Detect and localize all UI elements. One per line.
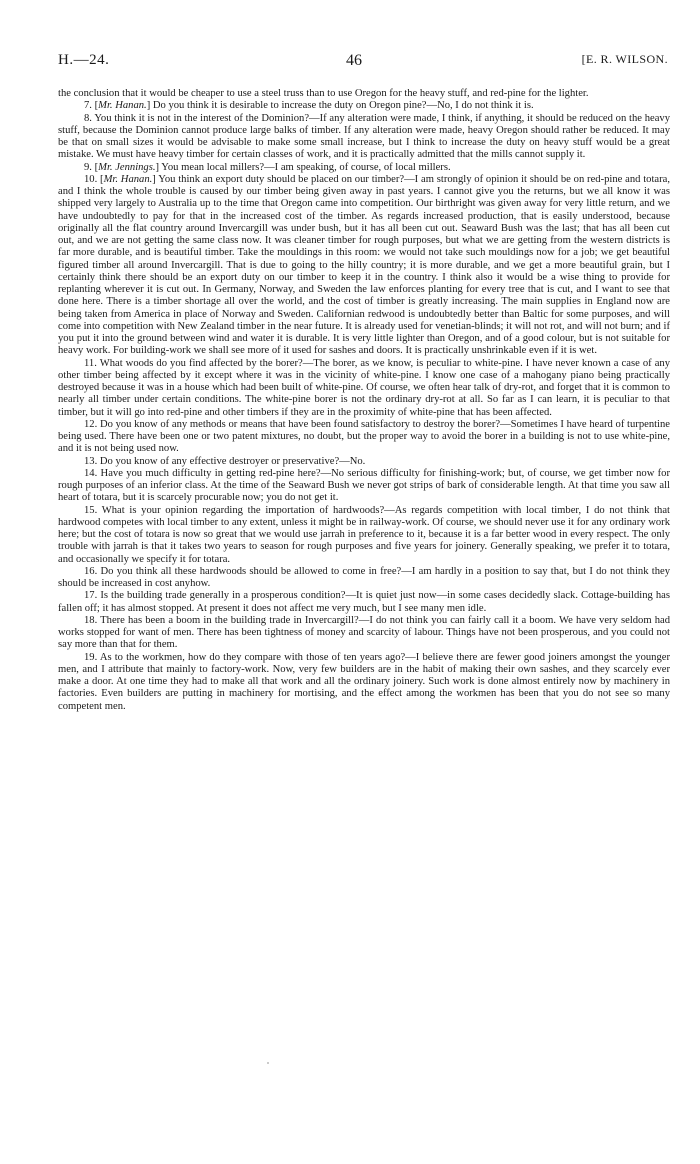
- paragraph-text: You think it is not in the interest of the Dominion?—If any alteration were made, I think, if anything, it should be reduced on the heavy stuff, because the Dominion cannot produce large balks of timber. If any alteration were made, heavy Oregon should rather be reduced. It may be that on small sizes it would be advisable to make some small increase, but I think to increase the duty on heavy stuff would be a great mistake. We must have heavy timber for certain classes of work, and it is practically admitted that the mills cannot supply it.: [58, 112, 671, 161]
- paragraph: [58, 88, 670, 100]
- speaker-bracket: [: [94, 161, 99, 173]
- paragraph-text: ] You think an export duty should be placed on our timber?—I am strongly of opinion it should be on red-pine and totara, and I think the whole trouble is caused by our timber being given away in past years. I cannot give you the returns, but we all know it was shipped very largely to Australia up to the time that Oregon came into competition. Our birthright was given away for very little return, and we have undoubtedly to pay for that in the increased cost of the timber. As regards increased production, that is easily understood, because originally all the flat country around Invercargill was under bush, but it has all been cut out. Seaward Bush was the last; that has all been cut out, and we are not getting the same class now. It was cleaner timber for rough purposes, but what we are getting from the western districts is far more durable, and is beautiful timber. Take the mouldings in this room: we would not take such mouldings now for a job; we get beautiful figured timber all around Invercargill. That is due to going to the hilly country; it is more durable, and we get a more beautiful grain, but I certainly think there should be an export duty on our timber to keep it in the country. I think also it would be a wise thing to provide for replanting wherever it is cut out. In Germany, Norway, and Sweden the law enforces planting for every tree that is cut, and I want to see that done here. There is a timber shortage all over the world, and the cost of timber is greatly increasing. The main supplies in England now are being taken from America in place of Norway and Sweden. Californian redwood is undoubtedly better than Baltic for some purposes, and will come into competition with New Zealand timber in the near future. It is already used for venetian-blinds; it will not rot, and will not burn; and if you put it into the ground between wind and water it is durable. It is very little lighter than Oregon, and of a good colour, but is not suitable for heavy work. For building-work we shall see more of it used for sashes and doors. It is practically unshrinkable even if it is wet.: [58, 173, 670, 357]
- paragraph-text: What woods do you find affected by the borer?—The borer, as we know, is peculiar to white-pine. I have never known a case of any other timber being affected by it except where it was in the vicinity of white-pine. I know one case of a mahogany piano being practically destroyed because it was in a house which had been built of white-pine. Of course, we often hear talk of dry-rot, and forget that it is common to nearly all timber under certain conditions. The white-pine borer is not the ordinary dry-rot at all. So far as I can learn, it is peculiar to that timber, but it will go into red-pine and other timbers if they are in the proximity of white-pine that has been affected.: [58, 357, 670, 418]
- speaker-name: Mr. Hanan.: [103, 173, 153, 185]
- paragraph: [58, 419, 670, 456]
- speaker-bracket: [: [94, 100, 99, 112]
- paragraph-text: Have you much difficulty in getting red-pine here?—No serious difficulty for finishing-work; but, of course, we get timber now for rough purposes of an inferior class. At the time of the Seaward Bush we never got strips of bark of considerable length. At that time you saw all heart of totara, but it is scarcely procurable now; you do not get it.: [58, 467, 670, 504]
- paragraph: [58, 113, 670, 162]
- paragraph: [58, 162, 670, 174]
- question-number: 9.: [84, 161, 95, 173]
- speaker-name: Mr. Jennings.: [98, 161, 156, 173]
- question-number: 14.: [84, 467, 101, 479]
- paragraph-text: There has been a boom in the building trade in Invercargill?—I do not think you can fairly call it a boom. We have very seldom had works stopped for want of men. There has been tightness of money and scarcity of labour. Things have not been prosperous, and you could not say more than that for them.: [58, 614, 671, 651]
- paragraph-text: ] You mean local millers?—I am speaking, of course, of local millers.: [155, 161, 451, 173]
- paragraph: [58, 358, 670, 419]
- paragraph-text: Do you know of any effective destroyer or preservative?—No.: [99, 455, 366, 467]
- question-number: 11.: [84, 357, 100, 369]
- document-body: [58, 88, 670, 713]
- paragraph: [58, 566, 670, 591]
- question-number: 16.: [84, 565, 101, 577]
- paragraph-text: Is the building trade generally in a prosperous condition?—It is quiet just now—in some cases decidedly slack. Cottage-building has fallen off; it has almost stopped. At present it does not affect me very much, but I see many men idle.: [58, 590, 671, 614]
- question-number: 15.: [84, 504, 102, 516]
- paragraph: [58, 468, 670, 505]
- speaker-bracket: [: [100, 173, 104, 185]
- question-number: 13.: [84, 455, 100, 467]
- page-header: [58, 52, 668, 72]
- paragraph-text: the conclusion that it would be cheaper to use a steel truss than to use Oregon for the heavy stuff, and red-pine for the lighter.: [58, 88, 589, 99]
- question-number: 19.: [84, 651, 100, 663]
- paragraph: [58, 505, 670, 566]
- paragraph: [58, 456, 670, 468]
- witness-name: [E. R. WILSON.: [581, 52, 668, 66]
- paragraph-text: What is your opinion regarding the importation of hardwoods?—As regards competition with local timber, I do not think that hardwood competes with local timber to any extent, unless it might be in railway-work. Of course, we should never use it for any ordinary work here; but the cost of totara is now so great that we would use jarrah in preference to it, because it is a far better wood in every respect. The only trouble with jarrah is that it takes two years to season for rough purposes and five years for joinery. Generally speaking, we prefer it to totara, and occasionally we specify it for totara.: [58, 504, 671, 565]
- question-number: 7.: [84, 100, 95, 112]
- speaker-name: Mr. Hanan.: [98, 100, 147, 112]
- paragraph: [58, 174, 670, 358]
- page-mark: [267, 1062, 269, 1064]
- question-number: 18.: [84, 614, 101, 626]
- question-number: 17.: [84, 590, 101, 602]
- page-number: 46: [346, 52, 362, 69]
- question-number: 12.: [84, 418, 100, 430]
- document-reference: H.—24.: [58, 52, 110, 68]
- paragraph: [58, 100, 670, 112]
- paragraph: [58, 615, 670, 652]
- paragraph-text: ] Do you think it is desirable to increase the duty on Oregon pine?—No, I do not think it is.: [146, 100, 534, 112]
- paragraph-text: Do you know of any methods or means that have been found satisfactory to destroy the borer?—Sometimes I have heard of turpentine being used. There have been one or two patent mixtures, no doubt, but the proper way to avoid the borer in a building is not to use white-pine, and it is not being used now.: [58, 418, 670, 455]
- paragraph-text: Do you think all these hardwoods should be allowed to come in free?—I am hardly in a position to say that, but I do not think they should be increased in cost anyhow.: [58, 565, 671, 589]
- paragraph: [58, 652, 670, 713]
- question-number: 8.: [84, 112, 95, 124]
- question-number: 10.: [84, 173, 101, 185]
- paragraph-text: As to the workmen, how do they compare with those of ten years ago?—I believe there are fewer good joiners amongst the younger men, and I attribute that mainly to factory-work. Now, very few builders are in the habit of making their own sashes, and they scarcely ever make a door. At one time they had to make all that work and all the ordinary joinery. Such work is done almost entirely now by machinery in factories. Even builders are putting in machinery for mortising, and the effect among the workmen has been that you do not see so many competent men.: [58, 651, 671, 712]
- paragraph: [58, 590, 670, 615]
